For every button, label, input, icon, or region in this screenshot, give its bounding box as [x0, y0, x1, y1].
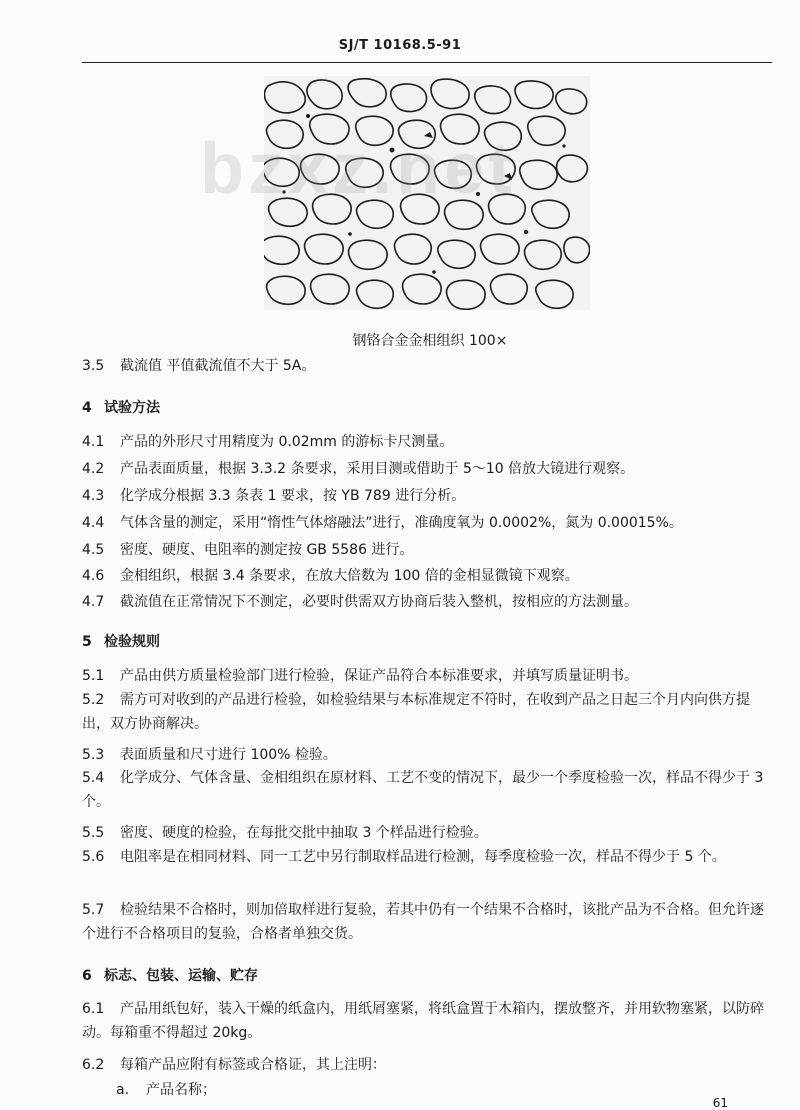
clause-number: 5.4 — [82, 770, 105, 786]
section-title: 检验规则 — [104, 634, 160, 650]
clause-4-4 — [82, 514, 782, 532]
clause-text: 密度、硬度、电阻率的测定按 GB 5586 进行。 — [120, 542, 414, 558]
list-marker: a. — [116, 1082, 130, 1098]
section-heading-6 — [82, 965, 258, 985]
clause-3-5 — [82, 357, 782, 375]
clause-text: 每箱产品应附有标签或合格证，其上注明： — [120, 1057, 386, 1073]
clause-text: 表面质量和尺寸进行 100% 检验。 — [120, 747, 337, 763]
header-rule — [82, 62, 772, 63]
clause-4-6 — [82, 567, 782, 585]
section-heading-4 — [82, 397, 160, 417]
clause-number: 6.2 — [82, 1057, 105, 1073]
clause-text: 密度、硬度的检验，在每批交批中抽取 3 个样品进行检验。 — [120, 825, 488, 841]
clause-number: 5.5 — [82, 825, 105, 841]
clause-text: 化学成分根据 3.3 条表 1 要求，按 YB 789 进行分析。 — [120, 488, 466, 504]
clause-number: 6.1 — [82, 1001, 105, 1017]
clause-number: 4.4 — [82, 515, 105, 531]
section-number: 5 — [82, 634, 92, 650]
clause-text: 检验结果不合格时，则加倍取样进行复验，若其中仍有一个结果不合格时，该批产品为不合格。但允许逐个进行不合格项目的复验，合格者单独交货。 — [82, 902, 764, 942]
clause-text: 产品由供方质量检验部门进行检验，保证产品符合本标准要求，并填写质量证明书。 — [120, 668, 638, 684]
section-number: 6 — [82, 968, 92, 984]
section-title: 试验方法 — [104, 400, 160, 416]
clause-6-1 — [82, 997, 772, 1045]
clause-5-4 — [82, 766, 772, 814]
clause-text: 截流值 平值截流值不大于 5A。 — [120, 358, 316, 374]
clause-text: 产品名称； — [146, 1082, 216, 1098]
figure-caption: 钢铬合金金相组织 100× — [352, 333, 508, 349]
clause-4-7 — [82, 593, 782, 611]
section-heading-5 — [82, 631, 160, 651]
standard-code-header: SJ/T 10168.5-91 — [338, 38, 462, 53]
clause-number: 4.7 — [82, 594, 105, 610]
clause-text: 化学成分、气体含量、金相组织在原材料、工艺不变的情况下，最少一个季度检验一次，样品不得少于 3 个。 — [82, 770, 764, 810]
clause-4-1 — [82, 433, 782, 451]
clause-5-1 — [82, 667, 782, 685]
clause-number: 5.6 — [82, 849, 105, 865]
clause-text: 电阻率是在相同材料、同一工艺中另行制取样品进行检测，每季度检验一次，样品不得少于 5 个。 — [120, 849, 726, 865]
clause-number: 3.5 — [82, 358, 105, 374]
page-number: 61 — [712, 1096, 728, 1110]
clause-text: 产品用纸包好，装入干燥的纸盒内，用纸屑塞紧，将纸盒置于木箱内，摆放整齐，并用软物塞紧，以防碎动。每箱重不得超过 20kg。 — [82, 1001, 764, 1041]
clause-number: 5.3 — [82, 747, 105, 763]
clause-text: 金相组织，根据 3.4 条要求，在放大倍数为 100 倍的金相显微镜下观察。 — [120, 568, 579, 584]
clause-6-2 — [82, 1056, 782, 1074]
clause-number: 4.3 — [82, 488, 105, 504]
clause-6-2-a — [116, 1081, 800, 1099]
clause-text: 气体含量的测定，采用“惰性气体熔融法”进行，准确度氧为 0.0002%，氮为 0.00015%。 — [120, 515, 683, 531]
clause-4-3 — [82, 487, 782, 505]
clause-number: 4.2 — [82, 461, 105, 477]
section-title: 标志、包装、运输、贮存 — [104, 968, 258, 984]
clause-number: 4.6 — [82, 568, 105, 584]
clause-text: 产品表面质量，根据 3.3.2 条要求，采用目测或借助于 5～10 倍放大镜进行观察。 — [120, 461, 635, 477]
clause-5-7 — [82, 898, 772, 946]
clause-4-5 — [82, 541, 782, 559]
clause-number: 4.5 — [82, 542, 105, 558]
clause-number: 5.1 — [82, 668, 105, 684]
clause-5-3 — [82, 746, 782, 764]
clause-text: 产品的外形尺寸用精度为 0.02mm 的游标卡尺测量。 — [120, 434, 454, 450]
clause-number: 5.7 — [82, 902, 105, 918]
clause-5-5 — [82, 824, 782, 842]
clause-5-2 — [82, 688, 772, 736]
clause-5-6 — [82, 845, 772, 869]
clause-number: 5.2 — [82, 692, 105, 708]
clause-text: 截流值在正常情况下不测定，必要时供需双方协商后装入整机，按相应的方法测量。 — [120, 594, 638, 610]
clause-text: 需方可对收到的产品进行检验，如检验结果与本标准规定不符时，在收到产品之日起三个月内向供方提出，双方协商解决。 — [82, 692, 750, 732]
watermark-text: bzxz.net — [200, 129, 517, 209]
section-number: 4 — [82, 400, 92, 416]
clause-number: 4.1 — [82, 434, 105, 450]
clause-4-2 — [82, 460, 782, 478]
